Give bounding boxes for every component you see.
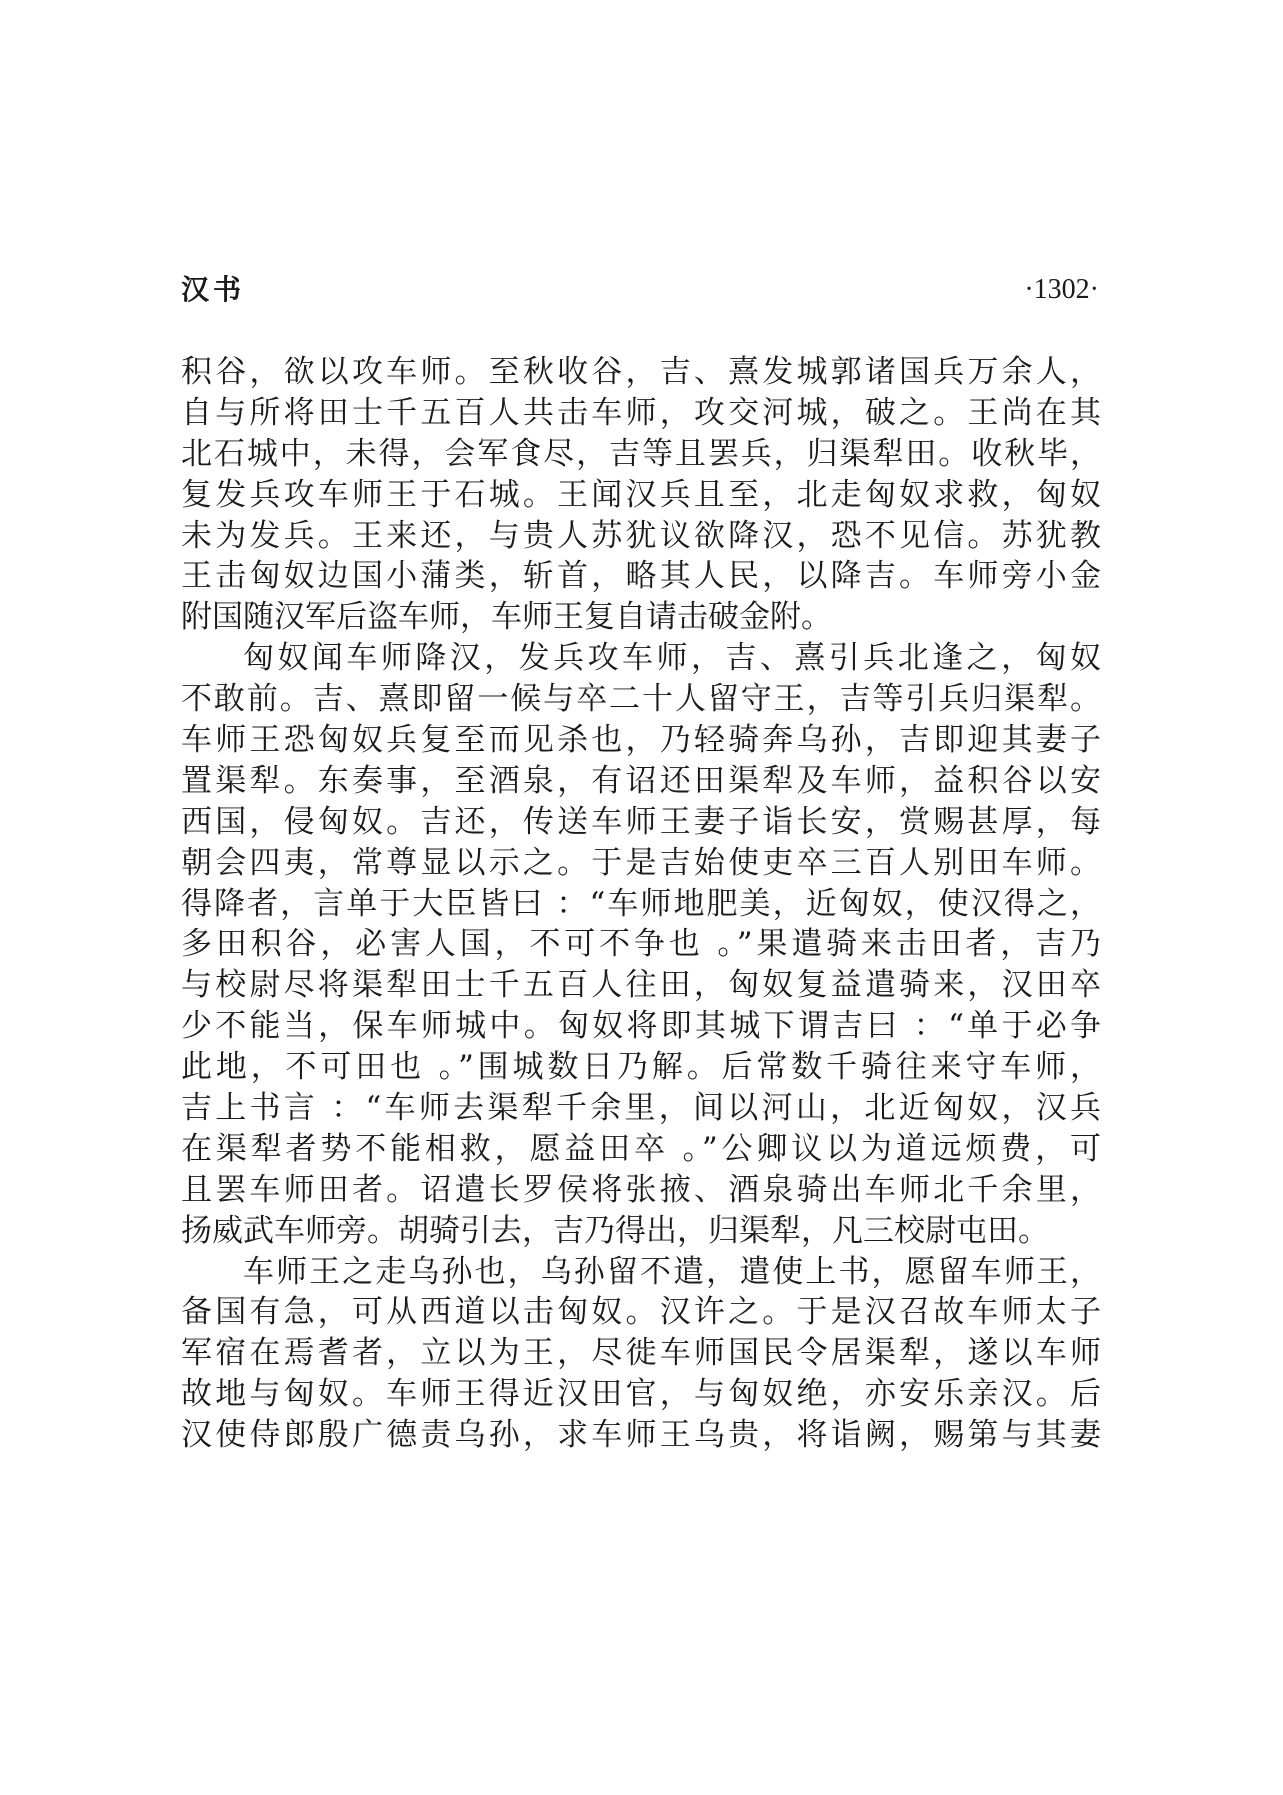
text-line: 汉使侍郎殷广德责乌孙，求车师王乌贵，将诣阙，赐第与其妻 [181, 1417, 1101, 1454]
text-line: 北石城中，未得，会军食尽，吉等且罢兵，归渠犁田。收秋毕， [181, 435, 1101, 472]
text-line: 置渠犁。东奏事，至酒泉，有诏还田渠犁及车师，益积谷以安 [181, 762, 1101, 799]
text-line: 车师王之走乌孙也，乌孙留不遣，遣使上书，愿留车师王， [243, 1253, 1101, 1290]
text-line: 多田积谷，必害人国，不可不争也 。”果遣骑来击田者，吉乃 [181, 926, 1101, 963]
text-line: 且罢车师田者。诏遣长罗侯将张掖、酒泉骑出车师北千余里， [181, 1171, 1101, 1208]
paragraph [181, 352, 1101, 638]
text-line: 车师王恐匈奴兵复至而见杀也，乃轻骑奔乌孙，吉即迎其妻子 [181, 722, 1101, 759]
text-line: 附国随汉军后盗车师，车师王复自请击破金附。 [181, 599, 832, 636]
running-head [181, 270, 1099, 310]
text-line: 积谷，欲以攻车师。至秋收谷，吉、熹发城郭诸国兵万余人， [181, 354, 1101, 390]
text-line: 朝会四夷，常尊显以示之。于是吉始使吏卒三百人别田车师。 [181, 844, 1101, 881]
text-line: 得降者，言单于大臣皆曰 ：“车师地肥美，近匈奴，使汉得之， [181, 885, 1101, 922]
text-line: 自与所将田士千五百人共击车师，攻交河城，破之。王尚在其 [181, 394, 1101, 431]
page-number: ·1302· [1024, 274, 1099, 305]
text-line: 此地，不可田也 。”围城数日乃解。后常数千骑往来守车师， [181, 1049, 1101, 1086]
text-line: 未为发兵。王来还，与贵人苏犹议欲降汉，恐不见信。苏犹教 [181, 517, 1101, 554]
text-line: 复发兵攻车师王于石城。王闻汉兵且至，北走匈奴求救，匈奴 [181, 476, 1101, 513]
text-line: 在渠犁者势不能相救，愿益田卒 。”公卿议以为道远烦费，可 [181, 1130, 1101, 1167]
paragraph [181, 638, 1101, 1251]
text-line: 与校尉尽将渠犁田士千五百人往田，匈奴复益遣骑来，汉田卒 [181, 967, 1101, 1004]
text-line: 吉上书言 ：“车师去渠犁千余里，间以河山，北近匈奴，汉兵 [181, 1090, 1101, 1127]
text-line: 王击匈奴边国小蒲类，斩首，略其人民，以降吉。车师旁小金 [181, 558, 1101, 595]
text-line: 军宿在焉耆者，立以为王，尽徙车师国民令居渠犁，遂以车师 [181, 1335, 1101, 1372]
text-line: 西国，侵匈奴。吉还，传送车师王妻子诣长安，赏赐甚厚，每 [181, 803, 1101, 840]
book-title: 汉书 [181, 273, 246, 306]
text-line: 备国有急，可从西道以击匈奴。汉许之。于是汉召故车师太子 [181, 1294, 1101, 1331]
text-line: 扬威武车师旁。胡骑引去，吉乃得出，归渠犁，凡三校尉屯田。 [181, 1212, 1049, 1249]
text-line: 故地与匈奴。车师王得近汉田官，与匈奴绝，亦安乐亲汉。后 [181, 1376, 1101, 1413]
text-line: 少不能当，保车师城中。匈奴将即其城下谓吉曰 ：“单于必争 [181, 1008, 1101, 1045]
text-line: 不敢前。吉、熹即留一候与卒二十人留守王，吉等引兵归渠犁。 [181, 681, 1101, 718]
text-line: 匈奴闻车师降汉，发兵攻车师，吉、熹引兵北逢之，匈奴 [243, 640, 1101, 677]
paragraph [181, 1252, 1101, 1456]
body-text [181, 352, 1101, 1456]
